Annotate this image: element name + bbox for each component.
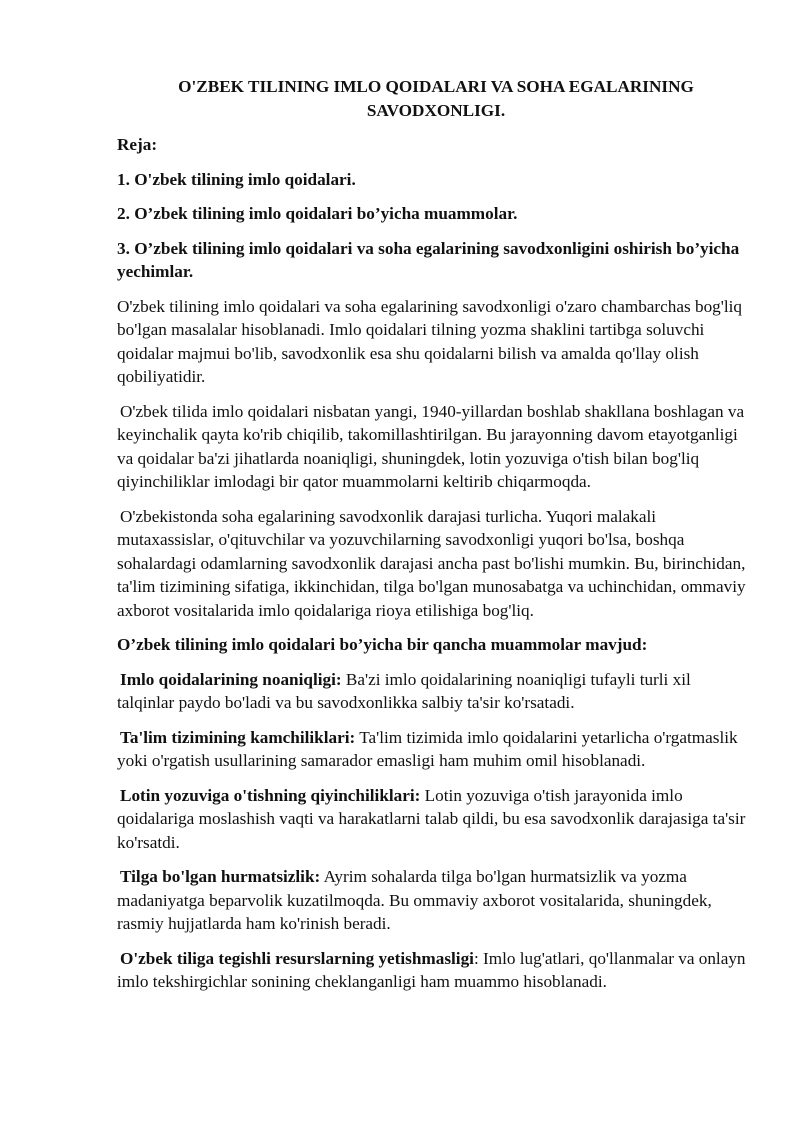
problem-lead: O'zbek tiliga tegishli resurslarning yetishmasligi [120,948,474,968]
problem-text: Lotin yozuviga o'tish jarayonida imlo qoidalariga moslashish vaqti va harakatlarni talab qildi, bu esa savodxonlik darajasiga ta'sir ko'rsatdi. [117,785,746,852]
problems-heading: O’zbek tilining imlo qoidalari bo’yicha bir qancha muammolar mavjud: [117,635,648,654]
plan-item-3: 3. O’zbek tilining imlo qoidalari va soha egalarining savodxonligini oshirish bo’yicha yechimlar. [117,238,740,281]
problem-text: : Imlo lug'atlari, qo'llanmalar va onlayn imlo tekshirgichlar sonining cheklanganligi ham muammo hisoblanadi. [117,948,746,991]
problem-text: Ba'zi imlo qoidalarining noaniqligi tufayli turli xil talqinlar paydo bo'ladi va bu savodxonlikka salbiy ta'sir ko'rsatadi. [117,669,691,712]
plan-heading: Reja: [117,135,158,154]
problem-lead: Lotin yozuviga o'tishning qiyinchiliklari: [120,785,421,805]
intro-paragraph: O'zbek tilining imlo qoidalari va soha egalarining savodxonligi o'zaro chambarchas bog'liq bo'lgan masalalar hisoblanadi. Imlo qoidalari tilning yozma shaklini tartibga soluvchi qoidalar majmui bo'lib, savodxonlik esa shu qoidalarni bilish va amalda qo'llay olish qobiliyatidir. [117,296,743,386]
problem-text: Ta'lim tizimida imlo qoidalarini yetarlicha o'rgatmaslik yoki o'rgatish usullarining samarador emasligi ham muhim omil hisoblanadi. [117,727,738,770]
problem-item [117,947,747,994]
problem-item [117,668,747,715]
plan-item-2: 2. O’zbek tilining imlo qoidalari bo’yicha muammolar. [117,204,518,223]
problem-item [117,865,747,936]
problem-text: Ayrim sohalarda tilga bo'lgan hurmatsizlik va yozma madaniyatga beparvolik kuzatilmoqda. Bu ommaviy axborot vositalarida, shuningdek, rasmiy hujjatlarda ham ko'rinish beradi. [117,867,712,933]
document-title: O'ZBEK TILINING IMLO QOIDALARI VA SOHA EGALARINING SAVODXONLIGI. [178,77,694,120]
plan-item-1: 1. O'zbek tilining imlo qoidalari. [117,169,356,189]
document-page [117,75,747,1005]
problem-item [117,784,747,855]
problem-item [117,726,747,773]
problem-lead: Tilga bo'lgan hurmatsizlik: [120,867,321,886]
history-paragraph: O'zbek tilida imlo qoidalari nisbatan yangi, 1940-yillardan boshlab shakllana boshlagan va keyinchalik qayta ko'rib chiqilib, takomillashtirilgan. Bu jarayonning davom etayotganligi va qoidalar ba'zi jihatlarda noaniqligi, shuningdek, lotin yozuviga o'tish bilan bog'liq qiyinchiliklar imlodagi bir qator muammolarni keltirib chiqarmoqda. [117,401,745,491]
literacy-paragraph: O'zbekistonda soha egalarining savodxonlik darajasi turlicha. Yuqori malakali mutaxassislar, o'qituvchilar va yozuvchilarning savodxonligi yuqori bo'lsa, boshqa sohalardagi odamlarning savodxonlik darajasi ancha past bo'lishi mumkin. Bu, birinchidan, ta'lim tizimining sifatiga, ikkinchidan, tilga bo'lgan munosabatga va uchinchidan, ommaviy axborot vositalarida imlo qoidalariga rioya etilishiga bog'liq. [117,506,746,620]
problem-lead: Ta'lim tizimining kamchiliklari: [120,727,356,747]
problem-lead: Imlo qoidalarining noaniqligi: [120,669,342,689]
